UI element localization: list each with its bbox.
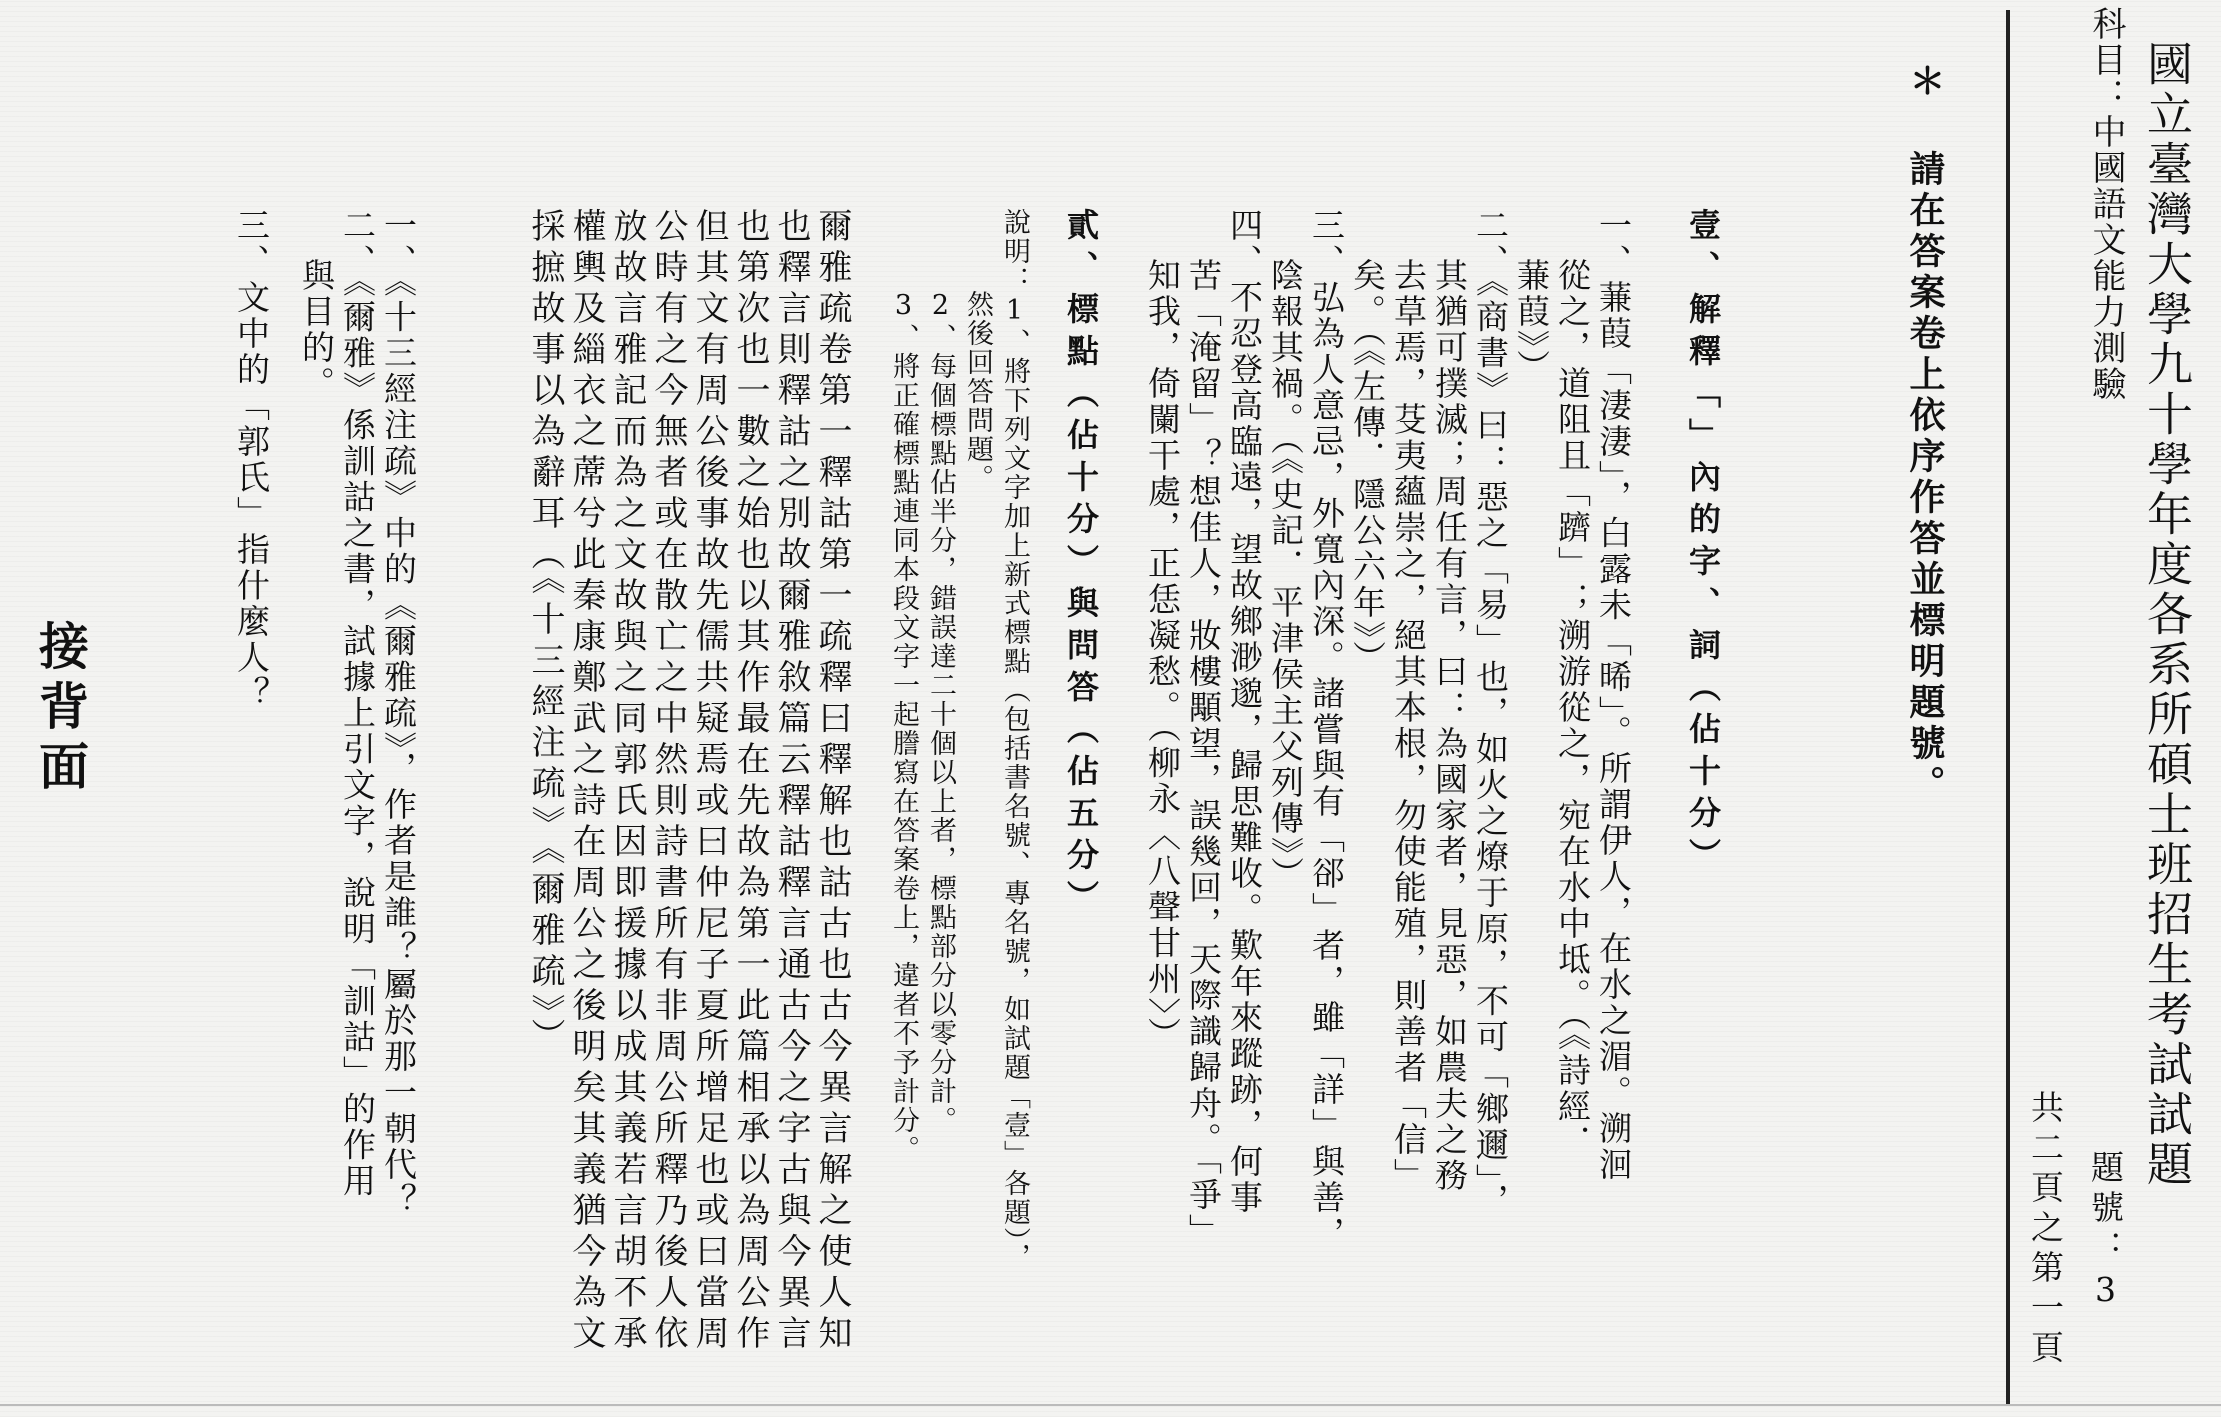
question-2-cont: 與目的。 <box>297 258 336 402</box>
question-2: 二、《爾雅》係訓詁之書，試據上引文字，說明「訓詁」的作用 <box>338 208 377 1200</box>
page-info: 共二頁之第一頁 <box>2026 1090 2065 1370</box>
section-2-title: 貳、標點（佔十分）與問答（佔五分） <box>1062 208 1100 922</box>
section-1-title: 壹、解釋「」內的字、詞（佔十分） <box>1684 208 1722 880</box>
question-3: 三、文中的「郭氏」指什麼人？ <box>232 208 271 712</box>
section1-item4-line1: 四、不忍登高臨遠，望故鄉渺邈，歸思難收。歎年來蹤跡，何事 <box>1225 208 1264 1216</box>
answer-notice: ＊ 請在答案卷上依序作答並標明題號。 <box>1904 62 1946 806</box>
passage-line-5: 公時有之今無者或在散亡之中然則詩書所有非周公所釋乃後人依 <box>648 208 688 1356</box>
passage-line-4: 但其文有周公後事故先儒共疑焉或曰仲尼子夏所增足也或曰當周 <box>689 208 729 1356</box>
section1-item2-line2: 其猶可撲滅；周任有言，曰：為國家者，見惡，如農夫之務 <box>1430 258 1469 1194</box>
instructions-line1: 說明：1、將下列文字加上新式標點（包括書名號、專名號，如試題「壹」各題）， <box>999 208 1030 1272</box>
question-1: 一、《十三經注疏》中的《爾雅疏》，作者是誰？屬於那一朝代？ <box>379 208 418 1219</box>
page-bottom-edge <box>0 1404 2221 1406</box>
passage-line-1: 爾雅疏卷第一釋詁第一疏釋曰釋解也詁古也古今異言解之使人知 <box>812 208 852 1356</box>
section1-item3-line2: 陰報其禍。（《史記．平津侯主父列傳》） <box>1266 258 1305 893</box>
passage-line-8: 採摭故事以為辭耳（《十三經注疏》《爾雅疏》） <box>525 208 565 1059</box>
passage-line-7: 權輿及緇衣之蓆兮此秦康鄭武之詩在周公之後明矣其義猶今為文 <box>566 208 606 1356</box>
turn-over-note: 接背面 <box>31 620 90 800</box>
section1-item2-line4: 矣。（《左傳．隱公六年》） <box>1348 258 1387 677</box>
section1-item4-line2: 苦「淹留」？想佳人，妝樓顒望，誤幾回，天際識歸舟。「爭」 <box>1184 258 1223 1250</box>
passage-line-6: 放故言雅記而為之文故與之同郭氏因即援據以成其義若言胡不承 <box>607 208 647 1356</box>
instructions-line4: 3、將正確標點連同本段文字一起謄寫在答案卷上，違者不予計分。 <box>888 290 919 1164</box>
section1-item1-line2: 從之，道阻且「躋」；溯游從之，宛在水中坻。（《詩經． <box>1553 258 1592 1161</box>
header-divider <box>2006 10 2010 1405</box>
passage-line-3: 也第次也一數之始也以其作最在先故為第一此篇相承以為周公作 <box>730 208 770 1356</box>
instructions-line2: 然後回答問題。 <box>962 290 993 493</box>
subject-label: 科目：中國語文能力測驗 <box>2086 6 2126 402</box>
section1-item3-line1: 三、弘為人意忌，外寬內深。諸嘗與有「郤」者，雖「詳」與善， <box>1307 208 1346 1252</box>
exam-title: 國立臺灣大學九十學年度各系所碩士班招生考試試題 <box>2140 40 2194 1190</box>
question-number: 題號：3 <box>2086 1150 2125 1316</box>
instructions-line3: 2、每個標點佔半分，錯誤達二十個以上者，標點部分以零分計。 <box>925 290 956 1135</box>
section1-item2-line3: 去草焉，芟夷蘊崇之，絕其本根，勿使能殖，則善者「信」 <box>1389 258 1428 1194</box>
passage-line-2: 也釋言則釋詁之別故爾雅敘篇云釋詁釋言通古今之字古與今異言 <box>771 208 811 1356</box>
section1-item4-line3: 知我，倚闌干處，正恁凝愁。（柳永〈八聲甘州〉） <box>1143 258 1182 1053</box>
section1-item1-line3: 蒹葭》） <box>1512 258 1551 386</box>
section1-item2-line1: 二、《商書》曰：惡之「易」也，如火之燎于原，不可「鄉邇」， <box>1471 208 1510 1219</box>
section1-item1-line1: 一、蒹葭「淒淒」，白露未「晞」。所謂伊人，在水之湄。溯洄 <box>1594 208 1633 1183</box>
